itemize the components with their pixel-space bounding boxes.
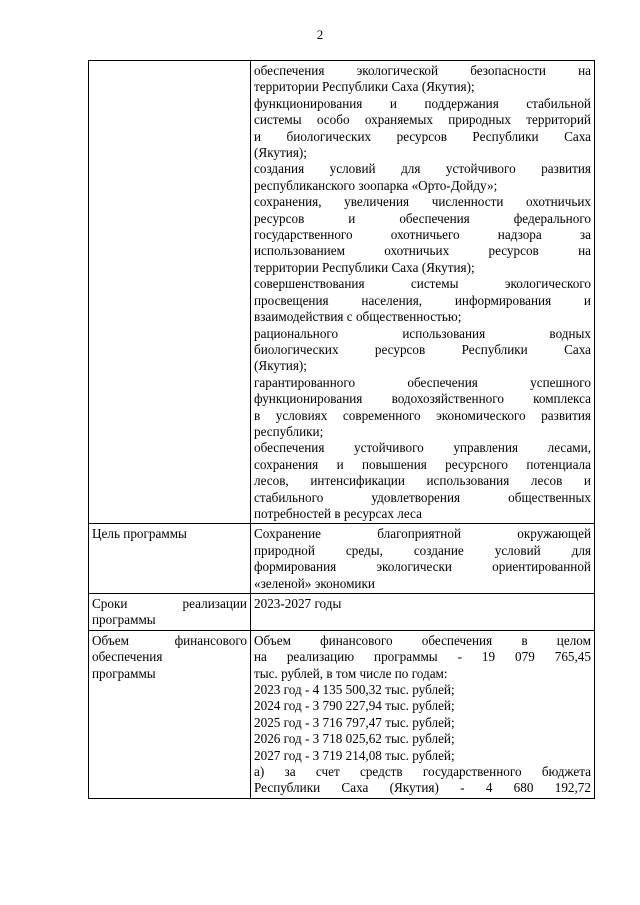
row-label: Цель программы (89, 524, 251, 594)
text-line: сохранения, увеличения численности охотничьих (254, 194, 591, 210)
text-line: биологических ресурсов Республики Саха (254, 341, 591, 357)
table-row (89, 594, 595, 631)
row-content (251, 524, 595, 594)
text-line: Объем финансового обеспечения в целом (254, 632, 591, 648)
text-line: использованием охотничьих ресурсов на (254, 243, 591, 259)
program-passport-table (88, 60, 595, 799)
text-line: формирования экологически ориентированной (254, 559, 591, 575)
text-line: природной среды, создание условий для (254, 542, 591, 558)
text-line: государственного охотничьего надзора за (254, 227, 591, 243)
table-row (89, 61, 595, 524)
text-line: обеспечения экологической безопасности на (254, 63, 591, 78)
text-line: «зеленой» экономики (254, 575, 375, 591)
text-line: обеспечения (92, 649, 163, 665)
text-line: 2023 год - 4 135 500,32 тыс. рублей; (254, 682, 455, 698)
text-line: потребностей в ресурсах леса (254, 505, 422, 521)
row-content (251, 630, 595, 798)
text-line: территории Республики Саха (Якутия); (254, 79, 475, 95)
text-line: функционирования водохозяйственного комплекса (254, 391, 591, 407)
text-line: обеспечения устойчивого управления лесами, (254, 440, 591, 456)
row-label (89, 61, 251, 524)
page-number: 2 (316, 27, 324, 42)
row-content (251, 594, 595, 631)
text-line: гарантированного обеспечения успешного (254, 374, 591, 390)
text-line: (Якутия); (254, 358, 307, 374)
text-line: стабильного удовлетворения общественных (254, 489, 591, 505)
text-line: 2023-2027 годы (254, 596, 342, 611)
text-line: на реализацию программы - 19 079 765,45 (254, 649, 591, 665)
text-line: программы (92, 612, 156, 628)
text-line: республики; (254, 423, 324, 439)
text-line: системы особо охраняемых природных территорий (254, 112, 591, 128)
text-line: создания условий для устойчивого развития (254, 161, 591, 177)
text-line: совершенствования системы экологического (254, 276, 591, 292)
text-line: 2026 год - 3 718 025,62 тыс. рублей; (254, 731, 455, 747)
text-line: а) за счет средств государственного бюджета (254, 764, 591, 780)
text-line: рационального использования водных (254, 325, 591, 341)
text-line: ресурсов и обеспечения федерального (254, 210, 591, 226)
text-line: функционирования и поддержания стабильной (254, 95, 591, 111)
text-line: программы (92, 665, 156, 681)
text-line: Сохранение благоприятной окружающей (254, 526, 591, 542)
table-row (89, 630, 595, 798)
text-line: республиканского зоопарка «Орто-Дойду»; (254, 177, 498, 193)
text-line: Республики Саха (Якутия) - 4 680 192,72 (254, 780, 591, 796)
table-row (89, 524, 595, 594)
text-line: в условиях современного экономического развития (254, 407, 591, 423)
text-line: просвещения населения, информирования и (254, 292, 591, 308)
row-content (251, 61, 595, 524)
text-line: территории Республики Саха (Якутия); (254, 259, 475, 275)
text-line: 2025 год - 3 716 797,47 тыс. рублей; (254, 714, 455, 730)
row-label (89, 594, 251, 631)
text-line: 2027 год - 3 719 214,08 тыс. рублей; (254, 747, 455, 763)
text-line: лесов, интенсификации использования лесов и (254, 473, 591, 489)
text-line: Сроки реализации (92, 596, 247, 611)
text-line: (Якутия); (254, 145, 307, 161)
text-line: сохранения и повышения ресурсного потенциала (254, 456, 591, 472)
row-label (89, 630, 251, 798)
text-line: Объем финансового (92, 632, 247, 648)
text-line: и биологических ресурсов Республики Саха (254, 128, 591, 144)
text-line: взаимодействия с общественностью; (254, 309, 462, 325)
text-line: тыс. рублей, в том числе по годам: (254, 665, 448, 681)
text-line: 2024 год - 3 790 227,94 тыс. рублей; (254, 698, 455, 714)
